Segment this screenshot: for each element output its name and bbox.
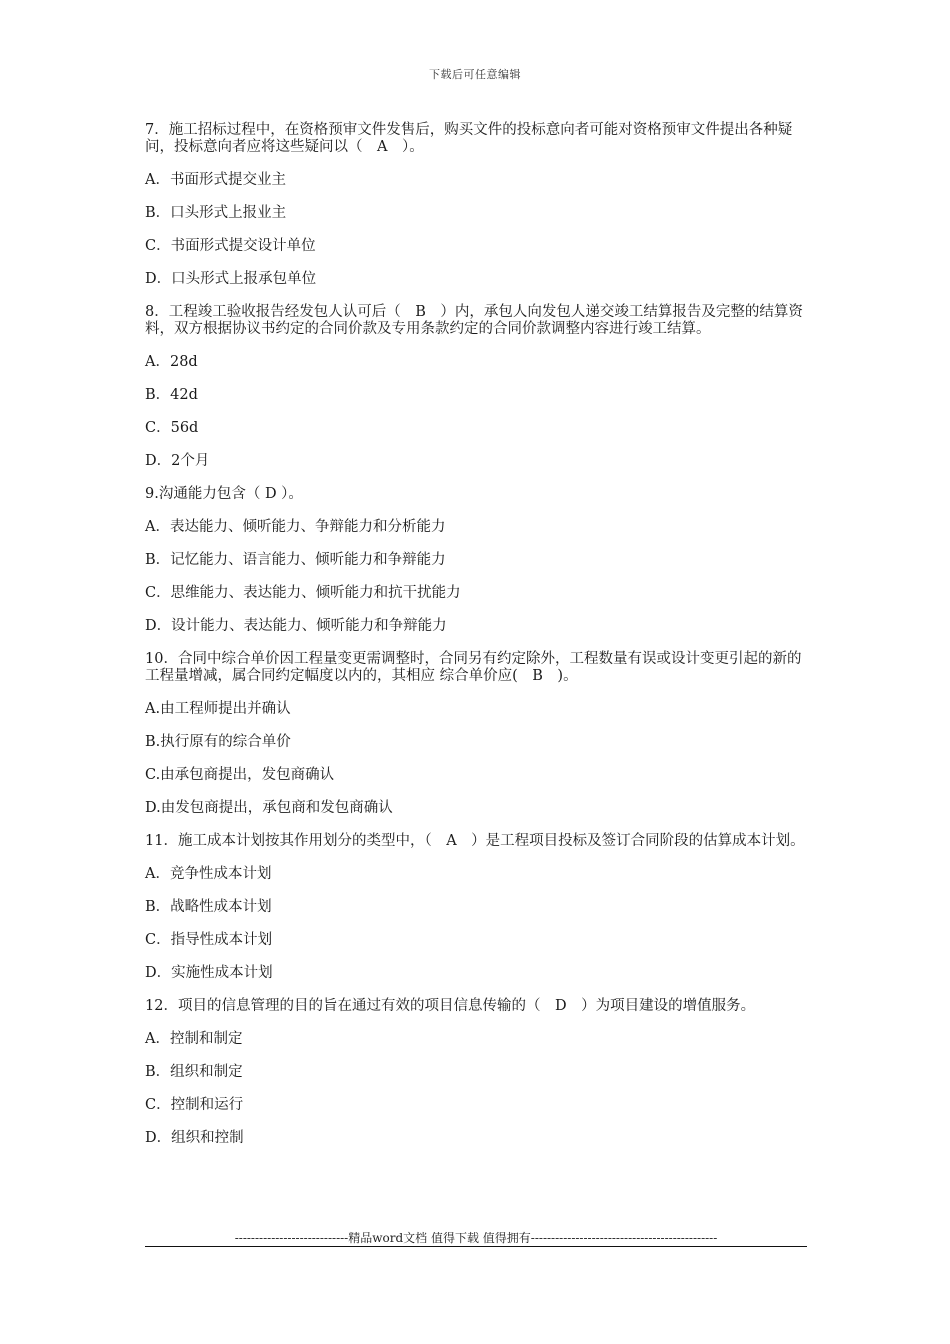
question-9 xyxy=(145,486,810,635)
option-d: D．组织和控制 xyxy=(145,1130,244,1146)
option-d: D．设计能力、表达能力、倾听能力和争辩能力 xyxy=(145,618,447,634)
question-stem: 9.沟通能力包含（ D ）。 xyxy=(145,486,303,502)
question-stem: 10．合同中综合单价因工程量变更需调整时，合同另有约定除外，工程数量有误或设计变更引起的新的工程量增减，属合同约定幅度以内的，其相应 综合单价应( B )。 xyxy=(145,651,802,684)
option-c: C．思维能力、表达能力、倾听能力和抗干扰能力 xyxy=(145,585,461,601)
option-c: C．书面形式提交设计单位 xyxy=(145,238,316,254)
question-11 xyxy=(145,833,810,982)
option-d: D．实施性成本计划 xyxy=(145,965,273,981)
option-a: A．竞争性成本计划 xyxy=(145,866,272,882)
option-a: A.由工程师提出并确认 xyxy=(145,701,291,717)
option-c: C．56d xyxy=(145,420,199,436)
question-list xyxy=(145,122,810,1163)
question-8 xyxy=(145,304,810,470)
question-stem: 8．工程竣工验收报告经发包人认可后（ B ）内，承包人向发包人递交竣工结算报告及完整的结算资料，双方根据协议书约定的合同价款及专用条款约定的合同价款调整内容进行竣工结算。 xyxy=(145,304,803,337)
question-stem: 12．项目的信息管理的目的旨在通过有效的项目信息传输的（ D ）为项目建设的增值服务。 xyxy=(145,998,756,1014)
option-d: D.由发包商提出，承包商和发包商确认 xyxy=(145,800,393,816)
option-b: B．口头形式上报业主 xyxy=(145,205,287,221)
option-d: D．口头形式上报承包单位 xyxy=(145,271,317,287)
option-b: B.执行原有的综合单价 xyxy=(145,734,291,750)
option-c: C.由承包商提出，发包商确认 xyxy=(145,767,335,783)
page-header: 下载后可任意编辑 xyxy=(429,68,521,81)
question-stem: 7．施工招标过程中，在资格预审文件发售后，购买文件的投标意向者可能对资格预审文件提出各种疑问，投标意向者应将这些疑问以（ A ）。 xyxy=(145,122,793,155)
option-c: C．指导性成本计划 xyxy=(145,932,273,948)
question-12 xyxy=(145,998,810,1147)
option-a: A．控制和制定 xyxy=(145,1031,243,1047)
option-d: D．2个月 xyxy=(145,453,210,469)
question-7 xyxy=(145,122,810,288)
option-b: B．组织和制定 xyxy=(145,1064,243,1080)
question-stem: 11．施工成本计划按其作用划分的类型中，（ A ）是工程项目投标及签订合同阶段的估算成本计划。 xyxy=(145,833,805,849)
option-a: A．表达能力、倾听能力、争辩能力和分析能力 xyxy=(145,519,446,535)
option-a: A．书面形式提交业主 xyxy=(145,172,286,188)
option-b: B．42d xyxy=(145,387,198,403)
option-c: C．控制和运行 xyxy=(145,1097,244,1113)
option-b: B．战略性成本计划 xyxy=(145,899,272,915)
option-a: A．28d xyxy=(145,354,198,370)
page-footer: ----------------------------精品word文档 值得下载 值得拥有---------------------------------------------- xyxy=(234,1231,718,1245)
footer-divider xyxy=(145,1246,807,1247)
question-10 xyxy=(145,651,810,817)
option-b: B．记忆能力、语言能力、倾听能力和争辩能力 xyxy=(145,552,446,568)
